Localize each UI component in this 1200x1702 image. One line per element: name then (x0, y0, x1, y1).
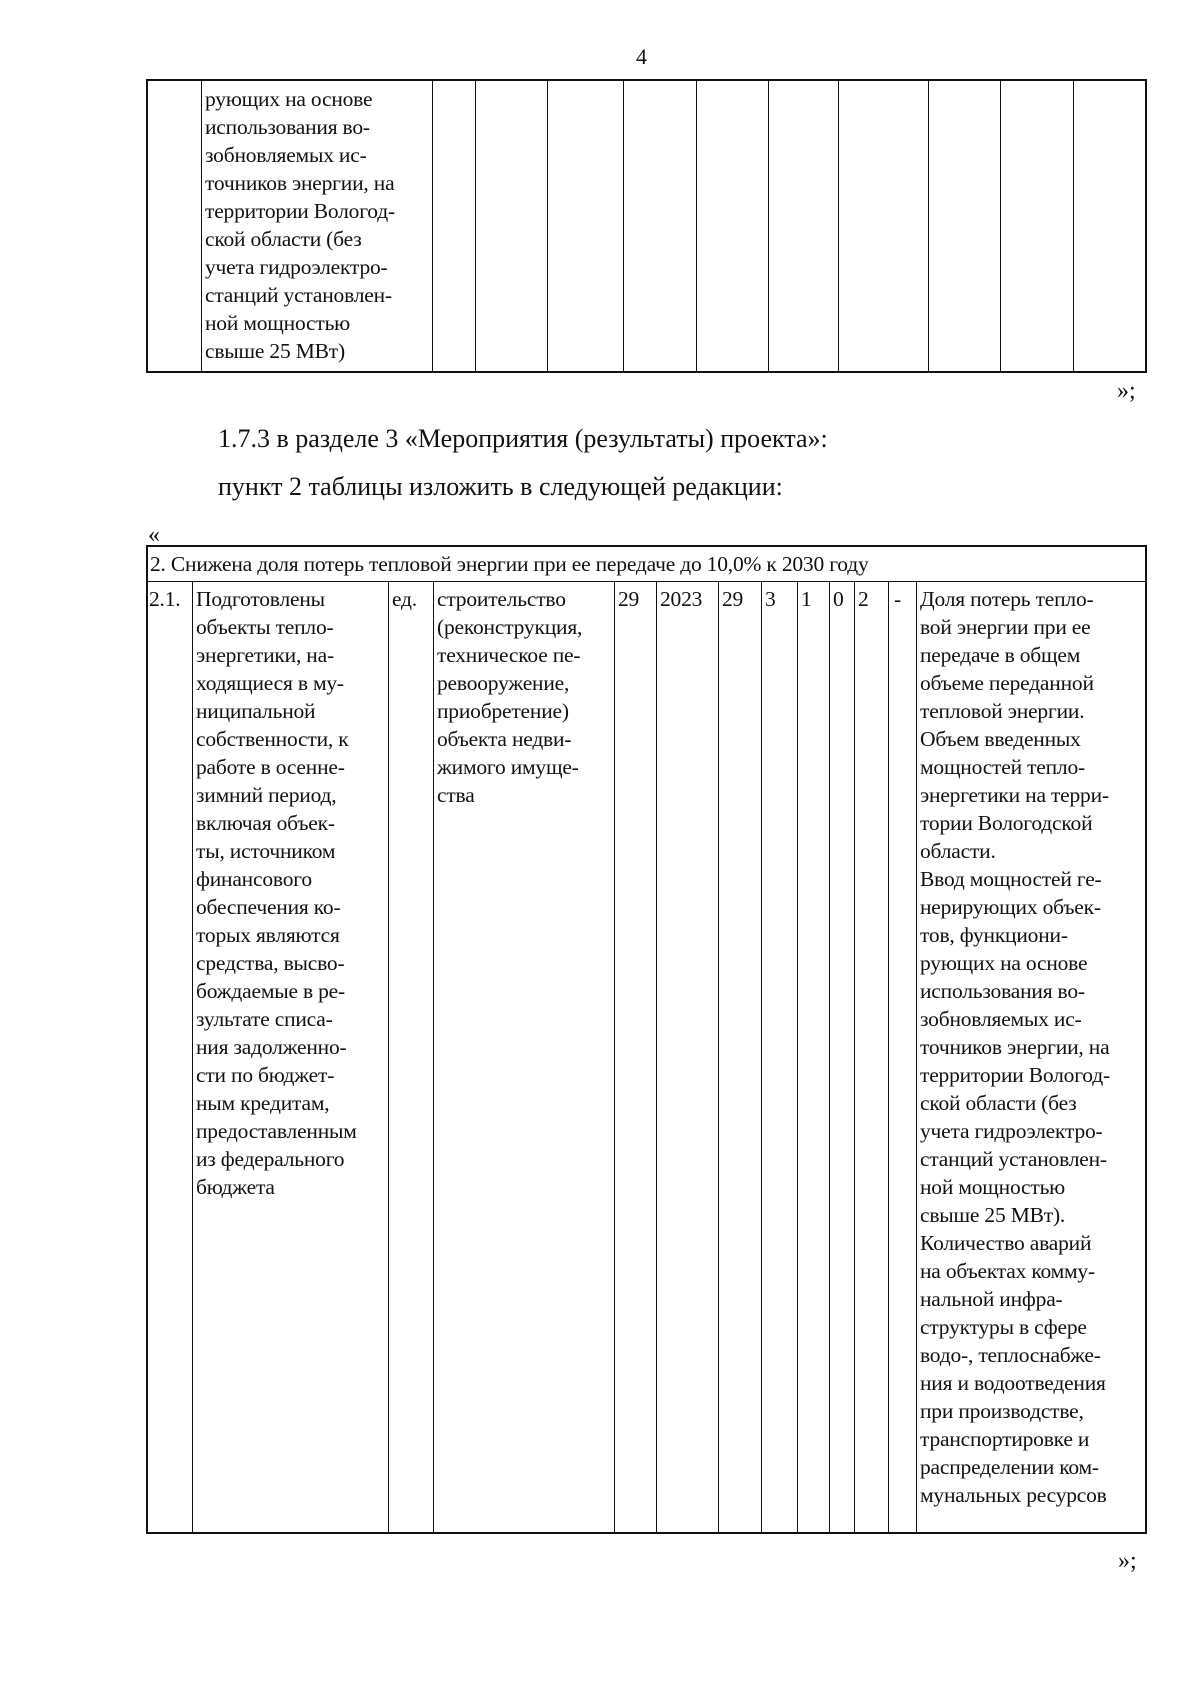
table-row (148, 582, 1145, 1532)
closing-quote-2: »; (1118, 1548, 1137, 1574)
amendment-instruction: пункт 2 таблицы изложить в следующей редакции: (218, 472, 783, 501)
value-4: 0 (833, 587, 844, 611)
results-table (146, 545, 1147, 1534)
closing-quote: »; (1117, 378, 1136, 404)
table-section-header: 2. Снижена доля потерь тепловой энергии при ее передаче до 10,0% к 2030 году (150, 552, 869, 576)
result-type: строительство (реконструкция, техническое пе- ревооружение, приобретение) объекта недви- жимого имуще- ства (437, 587, 583, 807)
value-5: 2 (858, 587, 869, 611)
linked-indicators: Доля потерь тепло- вой энергии при ее передаче в общем объеме переданной тепловой энергии. Объем введенных мощностей тепло- энергетики на терри- тории Вологодской области. Ввод мощностей ге- нерирующих объек- тов, функциони- рующих на основе использования во- зобновляемых ис- точников энергии, на территории Вологод- ской области (без учета гидроэлектро- станций установлен- ной мощностью свыше 25 МВт). Количество аварий на объектах комму- нальной инфра- структуры в сфере водо-, теплоснабже- ния и водоотведения при производстве, транспортировке и распределении ком- мунальных ресурсов (920, 587, 1110, 1507)
continued-cell-text: рующих на основе использования во- зобновляемых ис- точников энергии, на территории Вологод- ской области (без учета гидроэлектро- станций установлен- ной мощностью свыше 25 МВт) (205, 87, 395, 363)
opening-quote: « (148, 522, 160, 548)
base-value: 29 (618, 587, 640, 611)
amendment-paragraph: 1.7.3 в разделе 3 «Мероприятия (результаты) проекта»: (218, 424, 828, 453)
row-number: 2.1. (149, 587, 181, 611)
continued-table (146, 79, 1147, 373)
value-3: 1 (801, 587, 812, 611)
value-1: 29 (722, 587, 744, 611)
value-6: - (894, 587, 901, 611)
page-number: 4 (636, 44, 647, 69)
result-name: Подготовлены объекты тепло- энергетики, на- ходящиеся в му- ниципальной собственности, к работе в осенне- зимний период, включая объек- ты, источником финансового обеспечения ко- торых являются средства, высво- бождаемые в ре- зультате списа- ния задолженно- сти по бюджет- ным кредитам, предоставленным из федерального бюджета (196, 587, 357, 1199)
unit: ед. (392, 587, 417, 611)
base-year: 2023 (660, 587, 703, 611)
value-2: 3 (765, 587, 776, 611)
